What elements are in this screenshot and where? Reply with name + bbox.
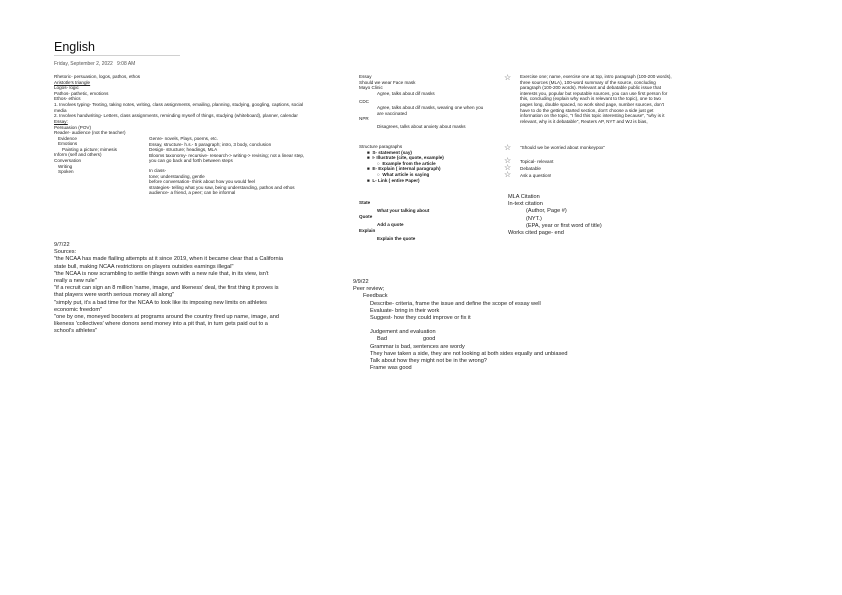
list-item: you can go back and forth between steps: [149, 158, 233, 164]
list-item: Evidence: [58, 135, 77, 141]
list-item: Design- structure; headings, MLA: [149, 147, 218, 153]
note-line: likeness 'collectives' where donors send money into a pit that, in turn gets paid out to a: [54, 321, 268, 328]
list-item: In class-: [149, 167, 167, 173]
note-line: "one by one, moneyed boosters at programs around the country fired up name, image, and: [54, 314, 279, 321]
list-item: Reader- audience (not the teacher): [54, 130, 126, 136]
essay-sources-notes: [359, 74, 483, 129]
star-icon: ☆: [504, 156, 512, 165]
bad-good-row: [353, 336, 567, 343]
note-line: (NYT.): [526, 215, 542, 222]
note-line: "simply put, it's a bad time for the NCAA to look like its imposing new limits on athletes: [54, 299, 267, 306]
list-item: ■ S- statement (say): [367, 149, 412, 155]
note-line: Feedback: [363, 293, 388, 300]
note-line: Agree, talks about dif masks, wearing one when you: [377, 104, 484, 110]
note-line: What your talking about: [377, 207, 430, 213]
list-item-text: What article is saying: [382, 171, 430, 177]
note-line: Evaluate- bring in their work: [370, 307, 440, 314]
good-label: good: [422, 336, 436, 343]
note-line: 2. Involves handwriting- Letters, class assignments, reminding myself of things, studying (whiteboard), planner, calendar: [54, 113, 298, 119]
list-item-text: E- Explain ( internal paragraph): [372, 166, 441, 172]
structure-title: Structure paragraphs: [359, 144, 403, 149]
list-item: ■ E- Explain ( internal paragraph): [367, 166, 441, 172]
star-icon: ☆: [504, 163, 512, 172]
checklist-item: Topical- relevant: [520, 159, 554, 164]
note-line: economic freedom": [54, 306, 103, 313]
note-line: "the NCAA has made flailing attempts at it since 2019, when it became clear that a California: [54, 256, 283, 263]
note-line: Explain the quote: [377, 235, 416, 241]
list-item-text: I- Illustrate (cite, quote, example): [372, 155, 444, 161]
list-item: audience- a friend, a peer; can be informal: [149, 190, 236, 196]
star-icon: ☆: [504, 170, 512, 179]
note-line: media: [54, 107, 67, 113]
note-line: State: [359, 200, 371, 205]
note-line: Grammar is bad, sentences are wordy: [370, 343, 465, 350]
mla-citation-notes: [508, 194, 602, 237]
note-line: Judgement and evaluation: [370, 329, 436, 336]
essay-right-list: [149, 136, 304, 196]
spacer: [353, 322, 567, 329]
rhetoric-notes: [54, 74, 303, 124]
list-item: Conversation: [54, 158, 82, 164]
note-line: are vaccinated: [377, 110, 407, 116]
list-item-text: L- Link ( entire Paper): [372, 177, 420, 183]
list-item: ○ What article is saying: [377, 171, 430, 177]
note-line: state bull, making NCAA restrictions on players outsides earnings illegal": [54, 263, 234, 270]
notes-date: 9/9/22: [353, 279, 369, 285]
note-line: Rhetoric- persuasion, logos, pathos, ethos: [54, 74, 141, 79]
note-line: Mayo Clinic: [359, 85, 383, 91]
state-quote-explain: [359, 200, 429, 242]
list-item: ■ L- Link ( entire Paper): [367, 177, 420, 183]
page-date: [54, 61, 135, 67]
note-line: relevant, why is it debatable", Reuters AP, NYT and WJ is bias,: [520, 118, 648, 124]
note-line: Essay:: [54, 118, 68, 124]
list-item: Spoken: [58, 169, 74, 175]
note-line: Agree, talks about dif masks: [377, 90, 435, 96]
note-line: (Author, Page #): [526, 208, 567, 215]
note-line: Works cited page- end: [508, 230, 564, 237]
list-item: Blooms taxonomy- recursive- research-> writing-> revising; not a linear step,: [149, 152, 305, 158]
list-item: ■ I- Illustrate (cite, quote, example): [367, 155, 444, 161]
page-title: English: [54, 40, 95, 54]
list-item: tone; understanding, gentle: [149, 173, 205, 179]
note-line: Exercise one; name, exercise one at top, intro paragraph (100-200 words),: [520, 74, 672, 79]
note-line: Should we wear Face mask: [359, 79, 416, 85]
list-item: Painting a picture; mimesis: [62, 146, 117, 152]
date-text: Friday, September 2, 2022: [54, 61, 113, 67]
note-line: interests you, popular but reputable sources, you can use first person for: [520, 90, 668, 96]
note-line: information on the topic, "I find this topic interesting because", "why is it: [520, 113, 665, 119]
note-line: "the NCAA is now scrambling to settle things sown with a new rule that, in its view, isn't: [54, 270, 269, 277]
note-line: pages long, double spaced, no work sited page, number sources, don't: [520, 101, 664, 107]
note-line: "if a recruit can sign an 8 million 'name, image, and likeness' deal, the first thing it proves is: [54, 285, 279, 292]
note-line: have to do the getting started section, don't choose a side just get: [520, 107, 654, 113]
essay-left-list: [54, 125, 126, 175]
list-item: Inform (self and others): [54, 152, 102, 158]
list-item: Essay, structure- h.s.- 5 paragraph; intro, 3 body, conclusion: [149, 141, 272, 147]
note-line: Suggest- how they could improve or fix it: [370, 315, 471, 322]
note-line: CDC: [359, 99, 369, 105]
star-icon: ☆: [504, 73, 512, 82]
notes-date: 9/7/22: [54, 242, 70, 248]
note-line: Aristotle's triangle: [54, 79, 91, 85]
bad-label: Bad: [377, 336, 387, 343]
structure-paragraphs: [359, 144, 444, 183]
checklist-item: Debatable: [520, 166, 541, 171]
note-line: three sources (MLA), 100-word summary of the source, concluding: [520, 79, 656, 85]
list-item: ○ Example from the article: [377, 160, 436, 166]
note-line: Sources:: [54, 249, 77, 256]
note-line: Quote: [359, 214, 373, 220]
note-line: MLA Citation: [508, 194, 540, 200]
note-line: Disagrees, talks about anxiety about masks: [377, 123, 466, 129]
topic-checklist: [520, 158, 553, 179]
note-line: Logos- logic: [54, 85, 79, 91]
note-line: Ethos- ethics: [54, 96, 81, 102]
exercise-notes: [520, 74, 672, 124]
note-line: Peer review;: [353, 286, 385, 293]
note-line: In-text citation: [508, 201, 543, 208]
note-line: school's athletes": [54, 328, 98, 335]
note-line: paragraph (100-200 words). Relevant and debatable public issue that: [520, 85, 661, 91]
note-line: Pathos- pathetic, emotions: [54, 90, 109, 96]
checklist-item: Ask a question!: [520, 173, 552, 178]
note-line: Explain: [359, 228, 376, 234]
star-icon: ☆: [504, 143, 512, 152]
list-item-text: Example from the article: [382, 160, 436, 166]
notes-9-9: [353, 279, 567, 372]
note-line: They have taken a side, they are not looking at both sides equally and unbiased: [370, 350, 568, 357]
list-item: before conversation- think about how you would feel: [149, 179, 255, 185]
list-item: strategies- telling what you saw, being understanding, pathos and ethos: [149, 184, 295, 190]
title-divider: [54, 55, 180, 56]
notes-9-7: [54, 242, 283, 336]
note-line: this, concluding (explain why each is relevant to the topic), one to two: [520, 96, 661, 102]
note-line: Frame was good: [370, 365, 412, 372]
list-item: Persuasion (POV): [54, 124, 92, 130]
note-line: (EPA, year or first word of title): [526, 222, 602, 229]
list-item: Writing: [58, 163, 73, 169]
note-line: Talk about how they might not be in the wrong?: [370, 358, 487, 365]
note-line: really a new rule": [54, 278, 97, 285]
list-item-text: S- statement (say): [372, 149, 412, 155]
list-item: Genre- novels, Plays, poems, etc.: [149, 136, 218, 141]
time-text: 9:08 AM: [117, 61, 136, 67]
note-line: Add a quote: [377, 221, 404, 227]
note-line: 1. Involves typing- Texting, taking notes, writing, class assignments, emailing, planning, studying, googling, captions, social: [54, 101, 304, 107]
note-line: NPR: [359, 116, 369, 122]
note-line: that players were worth serious money all along": [54, 292, 175, 299]
note-line: Describe- criteria, frame the issue and define the scope of essay well: [370, 300, 541, 307]
note-line: Essay: [359, 74, 372, 79]
monkeypox-question: "Should we be worried about monkeypox": [520, 145, 605, 150]
list-item: Emotions: [58, 141, 78, 147]
